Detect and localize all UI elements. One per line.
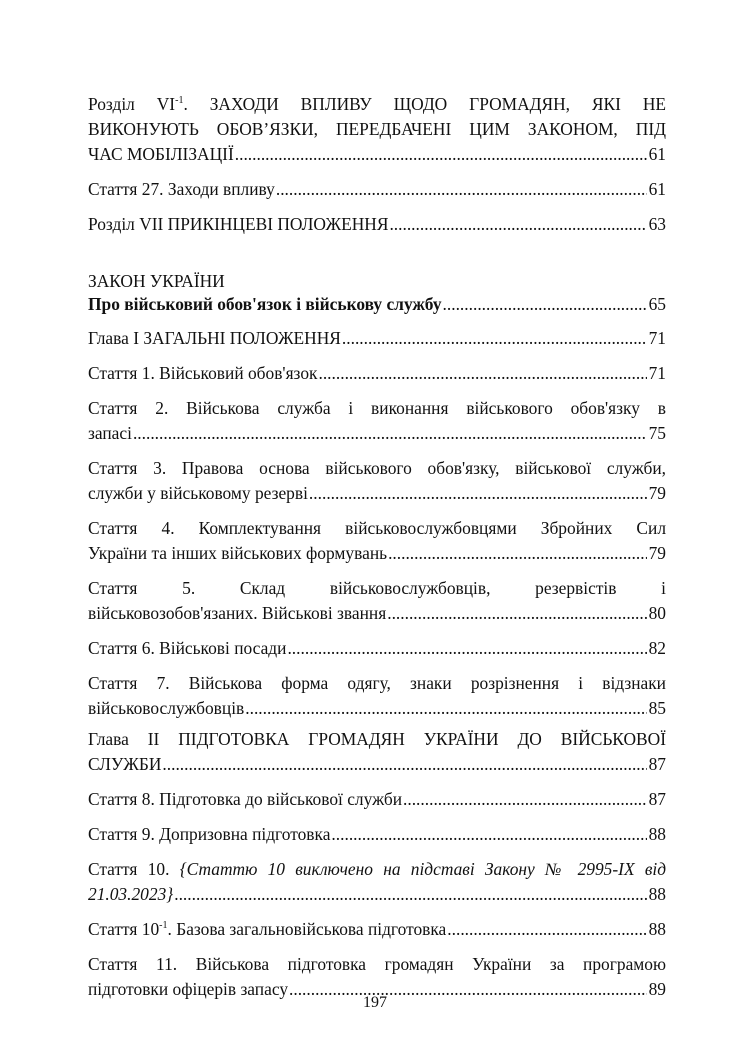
toc-page-number: 82 <box>648 638 666 658</box>
toc-entry-line: Стаття 10. {Статтю 10 виключено на підставі Закону № 2995-IX від <box>88 859 667 879</box>
toc-entry-article-6[interactable] <box>88 636 666 661</box>
toc-entry-section-vi-1[interactable] <box>88 92 666 167</box>
dot-leader <box>403 787 647 812</box>
toc-page-number: 80 <box>648 603 666 623</box>
dot-leader <box>387 601 646 626</box>
page-number: 197 <box>363 994 387 1011</box>
dot-leader <box>287 636 646 661</box>
toc-entry-law-subtitle[interactable] <box>88 292 666 316</box>
toc-page-number: 63 <box>648 214 666 234</box>
dot-leader <box>174 882 646 907</box>
toc-entry-article-10-1[interactable] <box>88 917 666 942</box>
toc-page-number: 65 <box>648 294 666 314</box>
toc-entry-line: Стаття 3. Правова основа військового обов'язку, військової служби, <box>88 458 666 478</box>
toc-page-number: 71 <box>648 363 666 383</box>
dot-leader <box>162 752 646 777</box>
toc-entry-chapter-2[interactable] <box>88 727 666 777</box>
toc-entry-chapter-1[interactable] <box>88 326 666 351</box>
toc-entry-article-1[interactable] <box>88 361 666 386</box>
toc-page-number: 87 <box>648 789 666 809</box>
dot-leader <box>447 917 646 942</box>
dot-leader <box>235 142 647 167</box>
toc-entry-article-10[interactable] <box>88 857 666 907</box>
dot-leader <box>443 292 647 316</box>
toc-entry-label: служби у військовому резерві <box>88 483 308 503</box>
toc-entry-label: військовозобов'язаних. Військові звання <box>88 603 387 623</box>
toc-entry-article-9[interactable] <box>88 822 666 847</box>
toc-page-number: 79 <box>648 483 666 503</box>
toc-page-number: 85 <box>648 698 666 718</box>
toc-page-number: 75 <box>648 423 666 443</box>
toc-page-number: 88 <box>648 884 666 904</box>
toc-entry-label: Стаття 6. Військові посади <box>88 638 287 658</box>
toc-entry-article-27[interactable] <box>88 177 666 202</box>
toc-entry-label: підготовки офіцерів запасу <box>88 979 289 999</box>
dot-leader <box>309 481 647 506</box>
toc-entry-label: запасі <box>88 423 132 443</box>
toc-entry-article-2[interactable] <box>88 396 666 446</box>
toc-entry-label: СЛУЖБИ <box>88 754 162 774</box>
repeal-note: {Статтю 10 виключено на підставі Закону № 2995-IX від <box>179 859 667 879</box>
toc-page-number: 88 <box>648 919 666 939</box>
toc-entry-label: України та інших військових формувань <box>88 543 388 563</box>
toc-entry-article-5[interactable] <box>88 576 666 626</box>
dot-leader <box>389 212 646 237</box>
toc-entry-article-3[interactable] <box>88 456 666 506</box>
toc-entry-line: Стаття 11. Військова підготовка громадян України за програмою <box>88 954 666 974</box>
toc-entry-line: Розділ $VI^{-1}$. ЗАХОДИ ВПЛИВУ ЩОДО ГРОМАДЯН, ЯКІ НЕ <box>88 94 666 114</box>
toc-page-number: 89 <box>648 979 666 999</box>
toc-entry-label: військовослужбовців <box>88 698 245 718</box>
law-heading-block <box>88 270 666 316</box>
toc-entry-article-8[interactable] <box>88 787 666 812</box>
dot-leader <box>342 326 647 351</box>
dot-leader <box>133 421 647 446</box>
toc-page-number: 79 <box>648 543 666 563</box>
toc-entry-line: Глава II ПІДГОТОВКА ГРОМАДЯН УКРАЇНИ ДО ВІЙСЬКОВОЇ <box>88 729 666 749</box>
law-heading: ЗАКОН УКРАЇНИ <box>88 271 225 291</box>
toc-page-number: 88 <box>648 824 666 844</box>
toc-entry-line: ВИКОНУЮТЬ ОБОВ’ЯЗКИ, ПЕРЕДБАЧЕНІ ЦИМ ЗАКОНОМ, ПІД <box>88 119 666 139</box>
toc-entry-label: Стаття 1. Військовий обов'язок <box>88 363 318 383</box>
dot-leader <box>331 822 646 847</box>
toc-entry-line: Стаття 7. Військова форма одягу, знаки розрізнення і відзнаки <box>88 673 666 693</box>
dot-leader <box>245 696 646 721</box>
toc-page-number: 87 <box>648 754 666 774</box>
toc-page-number: 71 <box>648 328 666 348</box>
toc-entry-line: Стаття 4. Комплектування військовослужбовцями Збройних Сил <box>88 518 666 538</box>
toc-entry-article-7[interactable] <box>88 671 666 721</box>
toc-entry-label: 21.03.2023} <box>88 884 174 904</box>
toc-entry-line: Стаття 5. Склад військовослужбовців, резервістів і <box>88 578 666 598</box>
toc-entry-label: Розділ VII ПРИКІНЦЕВІ ПОЛОЖЕННЯ <box>88 214 389 234</box>
table-of-contents <box>88 92 666 1012</box>
toc-entry-label: Глава I ЗАГАЛЬНІ ПОЛОЖЕННЯ <box>88 328 341 348</box>
dot-leader <box>388 541 647 566</box>
superscript: -1 <box>159 920 168 932</box>
toc-entry-label: Стаття 9. Допризовна підготовка <box>88 824 331 844</box>
toc-entry-label: Стаття 27. Заходи впливу <box>88 179 275 199</box>
toc-page-number: 61 <box>648 144 666 164</box>
toc-entry-label: Стаття 8. Підготовка до військової служби <box>88 789 403 809</box>
toc-entry-article-4[interactable] <box>88 516 666 566</box>
superscript: -1 <box>175 95 184 107</box>
toc-entry-line: Стаття 2. Військова служба і виконання військового обов'язку в <box>88 398 666 418</box>
toc-entry-section-vii[interactable] <box>88 212 666 237</box>
toc-entry-label: Про військовий обов'язок і військову службу <box>88 294 442 314</box>
dot-leader <box>318 361 646 386</box>
toc-page-number: 61 <box>648 179 666 199</box>
toc-entry-label: Стаття $10^{-1}$. Базова загальновійськова підготовка <box>88 919 447 939</box>
dot-leader <box>276 177 647 202</box>
toc-entry-label: ЧАС МОБІЛІЗАЦІЇ <box>88 144 234 164</box>
